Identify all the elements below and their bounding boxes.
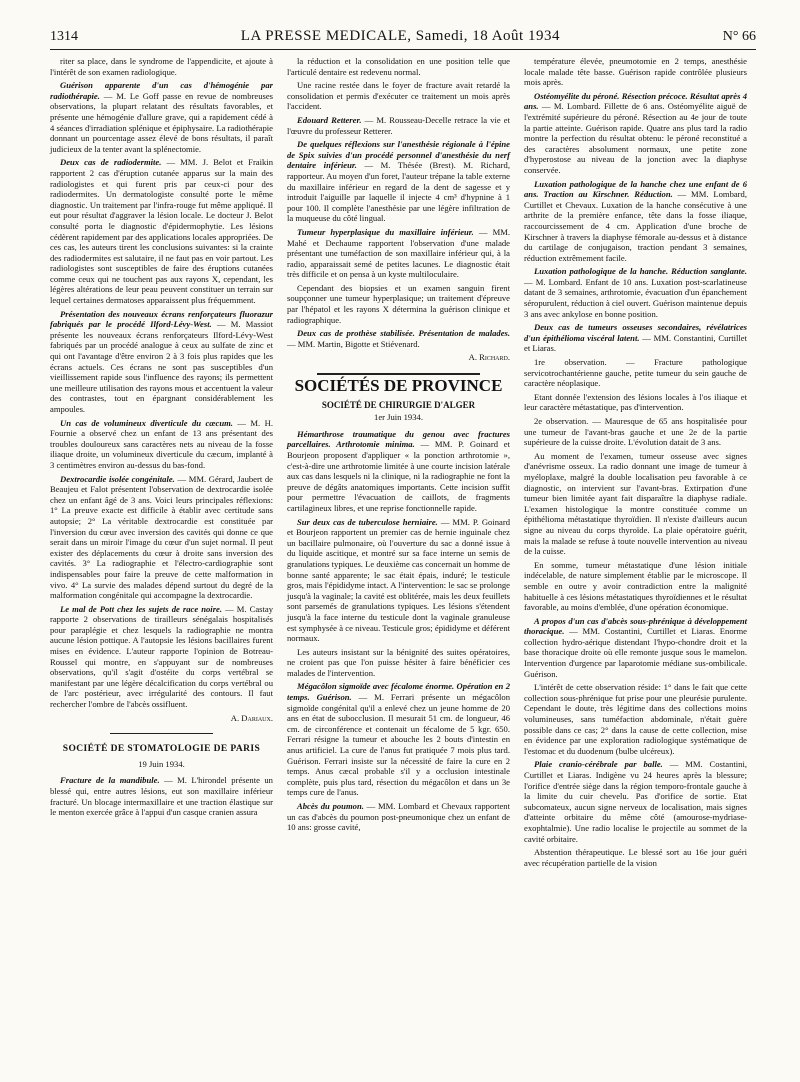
article-title: Mégacôlon sigmoïde avec fécalome énorme. Opération en 2 temps. Guérison. — [287, 681, 510, 703]
paragraph — [287, 139, 510, 224]
article-title: Plaie cranio-cérébrale par balle. — [534, 759, 663, 770]
article-title: Luxation pathologique de la hanche. Réduction sanglante. — [534, 266, 747, 277]
article-title: Présentation des nouveaux écrans renforçateurs fluorazur fabriqués par le procédé Ilford-Lévy-West. — [50, 308, 273, 330]
society-heading: SOCIÉTÉ DE CHIRURGIE D'ALGER — [321, 399, 476, 410]
paragraph — [287, 801, 510, 833]
article-body: — MM. P. Goinard et Bourjeon proposent d'appliquer « la ponction arthrotomie », c'est-à-dire une arthrotomie limitée à une courte incision latérale aux cas dans lesquels ni la clinique, ni la radiographie ne font la preuve de dégâts anatomiques importants. Cette incision suffit pour permettre l'évacuation de caillots, de fragments cartilagineux libres, et une reprise fonctionnelle rapide. — [287, 439, 511, 513]
paragraph: Les auteurs insistant sur la bénignité des suites opératoires, ne croient pas que l'on puisse hésiter à faire bénéficier ces malades de l'intervention. — [287, 646, 510, 678]
article-title: De quelques réflexions sur l'anesthésie régionale à l'épine de Spix suivies d'un procédé personnel d'anesthésie du nerf dentaire inférieur. — [287, 139, 510, 171]
signature: A. Richard. — [468, 352, 510, 363]
paragraph — [287, 115, 510, 136]
paragraph — [287, 681, 510, 798]
paragraph — [50, 418, 273, 471]
article-body: — MM. P. Goinard et Bourjeon rapportent un premier cas de hernie inguinale chez un bacillaire pulmonaire, où l'ouverture du sac a donné issue à du liquide ascitique, et montré sur sa face interne un semis de granulations typiques. Le deuxième cas concernait un homme de bonne santé apparente; le sac était épais, induré; le testicule gros, mais l'épididyme intact. A l'intervention: le sac se prolonge jusqu'à la vaginale; la cavité est oblitérée, mais les deux feuillets sont parsemés de granulations typiques. Les lésions s'étendent jusqu'à la face interne du testicule dont la vaginale granuleuse est symphysée à ce niveau. Testicule gros; épididyme et déférent normaux. — [287, 516, 510, 644]
paragraph — [50, 775, 273, 817]
journal-title: LA PRESSE MEDICALE, Samedi, 18 Août 1934 — [240, 28, 560, 44]
paragraph — [287, 227, 510, 280]
article-body: — MM. Costantini, Curtillet et Liaras. Indigène vu 24 heures après la blessure; l'orifice d'entrée siège dans la région temporo-frontale gauche à la limite du cuir chevelu. Pas d'orifice de sortie. Etat subcomateux, aucun signe nerveux de localisation, mais signes d'atteinte orbitaire du même côté (amourose-mydriase-exophtalmie). Une radio localise le projectile au sommet de la cavité orbitaire. — [524, 759, 748, 844]
article-title: Deux cas de tumeurs osseuses secondaires, révélatrices d'un épithélioma viscéral latent. — [524, 322, 747, 343]
article-title: Fracture de la mandibule. — [60, 775, 160, 786]
paragraph — [50, 604, 273, 710]
signature: A. Dariaux. — [230, 712, 273, 723]
page-header — [50, 28, 756, 50]
column-right — [524, 56, 747, 871]
issue-number: N° 66 — [722, 29, 756, 44]
article-body: — M. Rousseau-Decelle retrace la vie et l'œuvre du professeur Retterer. — [287, 114, 510, 136]
article-title: Un cas de volumineux diverticule du cæcum. — [60, 417, 233, 428]
paragraph: 2e observation. — Mauresque de 65 ans hospitalisée pour une tumeur de l'avant-bras gauche et une 2e de la partie supérieure de la cuisse droite. L'évolution datait de 3 ans. — [524, 416, 747, 448]
article-body: — MM. Costantini, Curtillet et Liaras. Enorme collection hydro-aérique distendant l'hypo-chondre droit et la base thoracique droite où elle remonte jusque sous le mamelon. Intervention d'urgence par laparotomie médiane sus-ombilicale. Guérison. — [524, 626, 747, 679]
article-title: Dextrocardie isolée congénitale. — [60, 473, 175, 484]
divider — [110, 733, 213, 734]
paragraph: température élevée, pneumotomie en 2 temps, anesthésie locale malade tête basse. Guérison rapide contrôlée plusieurs mois après. — [524, 56, 747, 88]
article-title: Tumeur hyperplasique du maxillaire inférieur. — [297, 226, 474, 237]
article-title: Guérison apparente d'un cas d'hémogénie par radiothérapie. — [50, 80, 273, 101]
paragraph: Une racine restée dans le foyer de fracture avait retardé la consolidation et permis d'exécuter ce traitement un mois après l'accident. — [287, 80, 510, 112]
paragraph — [524, 266, 747, 319]
society-date: 19 Juin 1934. — [138, 758, 185, 769]
paragraph: Au moment de l'examen, tumeur osseuse avec signes d'anévrisme osseux. La radio donnant une image de tumeur à myéloplaxe, malgré la double localisation peu favorable à ce diagnostic, on intervient sur l'avant-bras. Extirpation d'une tumeur bien limitée ayant fait disparaître la diaphyse radiale. L'examen histologique la montre constituée comme un épithélioma métastatique thyroïdien. Il n'existe d'ailleurs aucun signe au niveau du corps thyroïde. La plaie opératoire guérit, mais la malade se refuse à toute nouvelle intervention au niveau de la cuisse. — [524, 450, 747, 557]
article-body: — M. Thésée (Brest). M. Richard, rapporteur. Au moyen d'un foret, l'auteur trépane la table externe du maxillaire inférieur en regard de la dent de sagesse et y introduit l'aiguille par laquelle il injecte 4 cm³ d'hypnine à 1 pour 100. Il complète l'anesthésie par une légère infiltration de la muqueuse du côté lingual. — [287, 160, 510, 224]
article-body: — M. Castay rapporte 2 observations de tirailleurs sénégalais hospitalisés pour paraplégie et chez lesquels la radiographie ne montra aucune lésion pottique. A l'autopsie les lésions bacillaires furent mises en évidence. L'auteur rapporte l'opinion de Botreau-Roussel qui montre, en s'appuyant sur de nombreuses observations, qu'il s'agit d'ostéite du corps vertébral se manifestant par une légère décalcification du corps vertébral ou de l'arc postérieur, avec irrégularité des contours. Il faut rechercher l'ombre de l'abcès ossifluent. — [50, 603, 273, 710]
article-body: — M. H. Fournie a observé chez un enfant de 13 ans présentant des troubles douloureux sans caractères nets au niveau de la fosse iliaque droite, un volumineux diverticule du cæcum, implanté à 3 centimètres environ au-dessus du bas-fond. — [50, 417, 274, 470]
paragraph — [524, 616, 747, 680]
article-title: A propos d'un cas d'abcès sous-phrénique à développement thoracique. — [524, 615, 747, 637]
article-body: — M. Lombard. Enfant de 10 ans. Luxation post-scarlatineuse datant de 3 semaines, arthrotomie, évacuation d'un épanchement séropurulent, réduction à ciel ouvert. Guérison maintenue depuis 3 ans avec ankylose en bonne position. — [524, 276, 747, 319]
article-title: Ostéomyélite du péroné. Résection précoce. Résultat après 4 ans. — [524, 90, 747, 112]
column-left — [50, 56, 273, 871]
article-body: — M. Le Goff passe en revue de nombreuses observations, la plupart relatant des résultats favorables, et présente une hémogénie d'allure grave, qui a rapidement cédé à 4 séances d'irradiation splénique et épiphysaire. La radiothérapie donnant un pourcentage assez élevé de bons résultats, il paraît judicieux de la tenter avant la splénectomie. — [50, 90, 273, 154]
section-heading: SOCIÉTÉS DE PROVINCE — [294, 376, 503, 396]
article-body: — MM. Lombard et Chevaux rapportent un cas d'abcès du poumon post-pneumonique chez un enfant de 10 ans: grosse cavité, — [287, 801, 510, 833]
article-title: Sur deux cas de tuberculose herniaire. — [297, 516, 438, 527]
article-title: Edouard Retterer. — [297, 114, 362, 125]
column-middle — [287, 56, 510, 871]
article-body: — MM. Mahé et Dechaume rapportent l'observation d'une malade présentant une tuméfaction de son maxillaire inférieur qui, à la radio, apparaissait semé de petites lacunes. Le diagnostic était très difficile et on pensa à un kyste multiloculaire. — [287, 226, 510, 280]
article-body: — M. Ferrari présente un mégacôlon sigmoïde congénital qu'il a enlevé chez un jeune homme de 20 ans en état de subocclusion. Il mesurait 51 cm. de longueur, 46 cm. de circonférence et contenait un fécalome de 5 kgr. 650. Ferrari résigne la tumeur et abouche les 2 bouts d'intestin en anus artificiel. La cure de l'anus fut pratiquée 7 mois plus tard. Guérison. Ferrari insiste sur la nécessité de faire la cure en 2 temps. Anus cæcal probable s'il y a occlusion intestinale complète, puis plus tard, résection du mégacôlon et dans un 3e temps cure de l'anus. — [287, 692, 510, 798]
paragraph: L'intérêt de cette observation réside: 1° dans le fait que cette collection sous-phrénique fut prise pour une pleurésie purulente. Cependant le doute, très légitime dans des collections moins volumineuses, sans tuméfaction abdominale, n'était guère possible dans ce cas; 2° dans la cause de cette collection, mise en évidence par une exploration radiologique systématique de l'estomac et du duodenum (bulbe ulcéreux). — [524, 682, 747, 756]
paragraph — [287, 328, 510, 349]
paragraph — [524, 179, 747, 264]
paragraph — [524, 759, 747, 844]
paragraph: Cependant des biopsies et un examen sanguin firent soupçonner une tumeur hyperplasique; un traitement d'épreuve par l'hépatol et les rayons X détermina la guérison clinique et radiographique. — [287, 282, 510, 325]
paragraph — [50, 157, 273, 305]
paragraph — [524, 91, 747, 176]
society-heading: SOCIÉTÉ DE STOMATOLOGIE DE PARIS — [62, 744, 261, 755]
page-number: 1314 — [50, 29, 78, 44]
article-body: — M. Massiot présente les nouveaux écrans renforçateurs Ilford-Lévy-West fabriqués par un procédé analogue à ceux au sulfate de zinc et qui ont l'avantage d'être environ 2 à 3 fois plus rapides que les écrans actuels. Ces écrans ne sont pas susceptibles d'un vieillissement rapide sous l'influence des rayons; ils permettent une meilleure utilisation des rayons mous et accentuent la valeur des contrastes, tout en épargnant considérablement les ampoules. — [50, 319, 273, 414]
paragraph — [50, 309, 273, 415]
article-body: — MM. Constantini, Curtillet et Liaras. — [524, 332, 747, 354]
paragraph: la réduction et la consolidation en une position telle que l'articulé dentaire est redevenu normal. — [287, 56, 510, 77]
paragraph — [50, 80, 273, 154]
article-body: — MM. Martin, Bigotte et Stiévenard. — [287, 338, 420, 349]
article-title: Hémarthrose traumatique du genou avec fractures parcellaires. Arthrotomie minima. — [287, 428, 510, 450]
paragraph: Abstention thérapeutique. Le blessé sort au 16e jour guéri avec récupération partielle de la vision — [524, 847, 747, 868]
paragraph — [287, 429, 510, 514]
article-title: Deux cas de radiodermite. — [60, 157, 162, 168]
article-body: — MM. Gérard, Jaubert de Beaujeu et Falot présentent l'observation de dextrocardie isolée chez un enfant âgé de 3 ans. Voici leurs principales réflexions: 1° La preuve exacte est difficile à établir avec certitude sans autopsie; 2° La véritable dextrocardie est constituée par l'inversion du cœur avec inversion des cavités qui donne ce que serait dans un miroir l'image du cœur d'un sujet normal. Il peut exister des déplacements du cœur à droite sans inversion des cavités. 3° La radiographie et l'électro-cardiographie sont indispensables pour faire la preuve de cette malformation in vivo. 4° La survie des malades dépend surtout du degré de la malformation congénitale qui accompagne la dextrocardie. — [50, 473, 273, 601]
article-body: — MM. Lombard, Curtillet et Chevaux. Luxation de la hanche consécutive à une arthrite de la première enfance, tête dans la fosse iliaque, raccourcissement de 4 cm. Application d'une broche de Kirschner à travers la diaphyse fémorale au-dessus et à distance du cartilage de conjugaison, traction pendant 3 semaines, réduction extrêmement facile. — [524, 189, 747, 263]
society-date: 1er Juin 1934. — [374, 412, 423, 423]
article-title: Deux cas de prothèse stabilisée. Présentation de malades. — [297, 328, 510, 339]
paragraph — [50, 474, 273, 601]
article-body: — M. Lombard. Fillette de 6 ans. Ostéomyélite aiguë de l'extrémité supérieure du péroné. Résection au 4e jour de toute la partie atteinte. Guérison rapide. Quatre ans plus tard la radio montre la perfection du résultat obtenu: le péroné reconstitué a des caractères absolument normaux, une petite zone d'hyperostose au niveau de la jonction avec la diaphyse conservée. — [524, 101, 747, 175]
article-title: Abcès du poumon. — [297, 801, 364, 811]
paragraph: Etant donnée l'extension des lésions locales à l'os iliaque et leur caractère métastatique, pas d'intervention. — [524, 391, 747, 413]
paragraph — [524, 322, 747, 354]
paragraph: En somme, tumeur métastatique d'une lésion initiale indécelable, de nature simplement établie par le microscope. Il semble en outre y avoir contradiction entre la malignité habituelle à ces lésions métastatiques thyroïdiennes et le résultat favorable, au moins d'emblée, d'une opération économique. — [524, 559, 747, 613]
article-body: — MM. J. Belot et Fraikin rapportent 2 cas d'éruption cutanée apparus sur la main des radiologistes et qui furent pris par ceux-ci pour des radiodermites. Un dermatologiste consulté porte le même diagnostic. Un traitement par l'infra-rouge fut même appliqué. Il eut pour résultat d'aggraver la lésion locale. Le docteur J. Belot consulté porta le diagnostic d'épidermophytie. Les lésions cédèrent rapidement par des applications locales appropriées. De ces cas, les auteurs tirent les conclusions suivantes: si la crainte des radiodermites est salutaire, il ne faut pas en voir partout. Les radiologistes sont susceptibles de faire des éruptions cutanées comme ceux qui ne touchent pas aux rayons X, cependant, les légères altérations de leur peau peuvent constituer un terrain sur lequel certaines dermatoses apparaissent plus fréquemment. — [50, 157, 273, 306]
article-title: Le mal de Pott chez les sujets de race noire. — [60, 603, 223, 614]
paragraph — [287, 517, 510, 644]
paragraph: 1re observation. — Fracture pathologique servicotrochantérienne gauche, petite tumeur du sein gauche de caractère néoplasique. — [524, 357, 747, 389]
article-body: — M. L'hirondel présente un blessé qui, entre autres lésions, eut son maxillaire inférieur fracturé. Un blocage intermaxillaire et une traction élastique sur le menton exercée grâce à l'appui d'un casque cranien assura — [50, 775, 273, 818]
divider — [317, 373, 480, 375]
article-columns — [50, 56, 756, 871]
paragraph: riter sa place, dans le syndrome de l'appendicite, et ajoute à l'intérêt de son examen radiologique. — [50, 56, 273, 77]
article-title: Luxation pathologique de la hanche chez une enfant de 6 ans. Traction au Kirschner. Réduction. — [524, 178, 747, 200]
